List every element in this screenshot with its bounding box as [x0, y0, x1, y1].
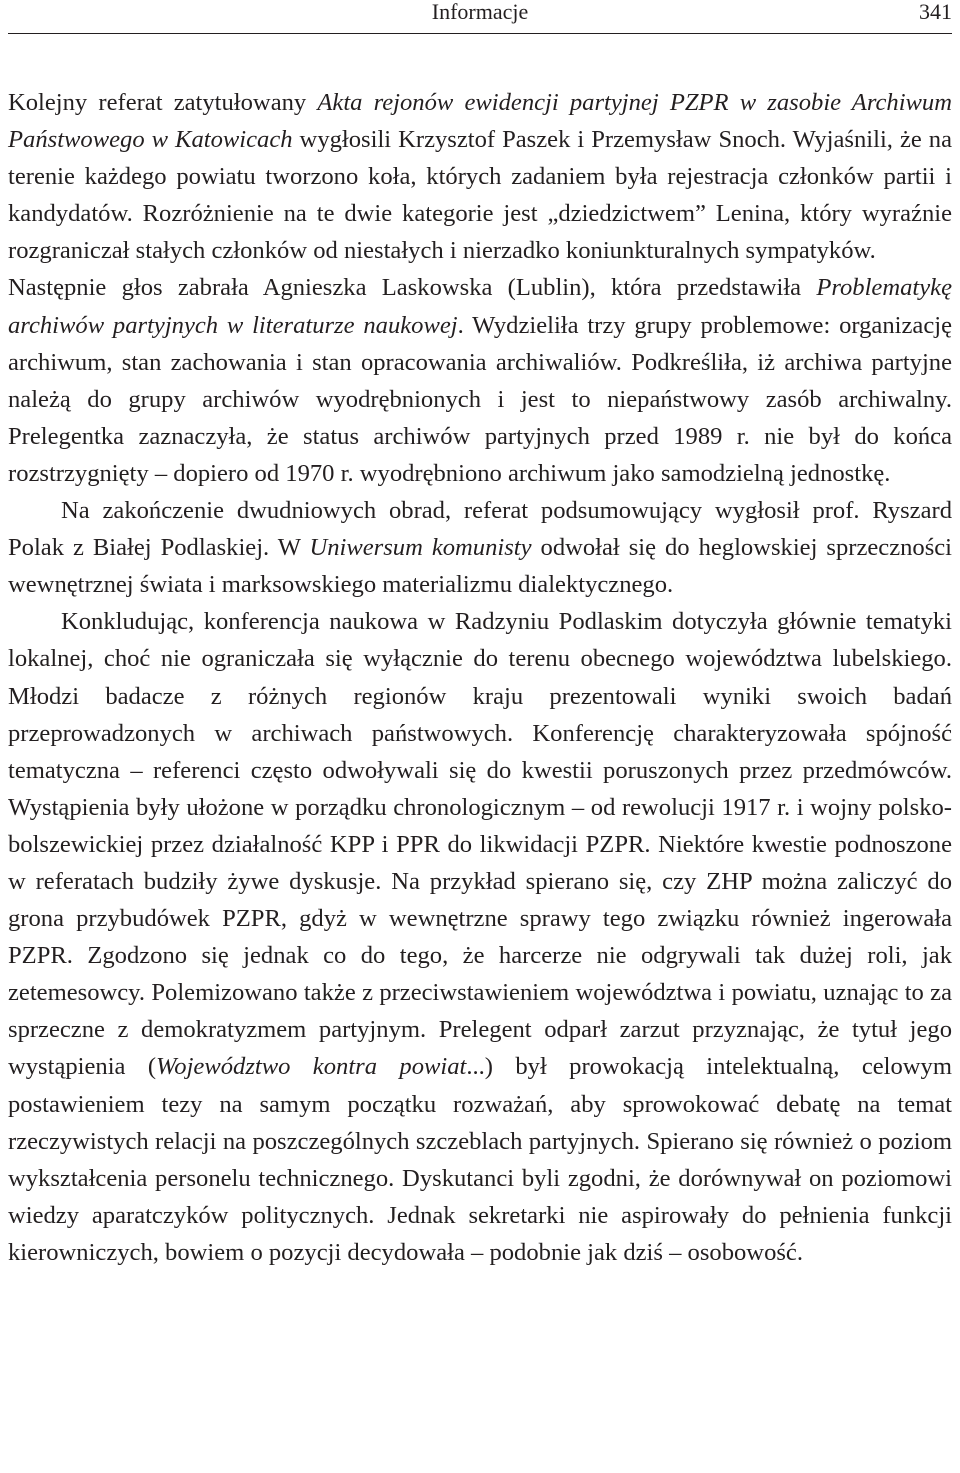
paragraph	[8, 603, 952, 1271]
italic-title: Województwo kontra powiat	[156, 1053, 467, 1081]
paragraph	[8, 269, 952, 492]
text-run: Następnie głos zabrała Agnieszka Laskowska (Lublin), która przedstawiła	[8, 274, 817, 302]
paragraph	[8, 84, 952, 269]
page-number: 341	[919, 0, 952, 24]
text-run: odwołał się do heglowskiej sprzeczności wewnętrznej świata i marksowskiego materializmu dialektycznego.	[8, 534, 953, 599]
italic-title: Uniwersum komunisty	[309, 534, 532, 562]
italic-title: Akta rejonów ewidencji partyjnej PZPR w zasobie Archiwum Państwowego w Katowicach	[8, 89, 952, 154]
text-run: . Wydzieliła trzy grupy problemowe: organizację archiwum, stan zachowania i stan opracowania archiwaliów. Podkreśliła, iż archiwa partyjne należą do grupy archiwów wyodrębnionych i jest to niepaństwowy zasób archiwalny. Prelegentka zaznaczyła, że status archiwów partyjnych przed 1989 r. nie był do końca rozstrzygnięty – dopiero od 1970 r. wyodrębniono archiwum jako samodzielną jednostkę.	[8, 311, 952, 487]
italic-title: Problematykę archiwów partyjnych w literaturze naukowej	[8, 274, 952, 339]
text-run: wygłosili Krzysztof Paszek i Przemysław Snoch. Wyjaśnili, że na terenie każdego powiatu tworzono koła, których zadaniem była rejestracja członków partii i kandydatów. Rozróżnienie na te dwie kategorie jest „dziedzictwem” Lenina, który wyraźnie rozgraniczał stałych członków od niestałych i nierzadko koniunkturalnych sympatyków.	[8, 126, 952, 265]
running-header	[8, 0, 952, 34]
paragraph	[8, 492, 952, 603]
section-title: Informacje	[431, 0, 529, 24]
text-run: Na zakończenie dwudniowych obrad, referat podsumowujący wygłosił prof. Ryszard Polak z Białej Podlaskiej. W	[8, 497, 952, 562]
article-body	[8, 84, 952, 1271]
text-run: Konkludując, konferencja naukowa w Radzyniu Podlaskim dotyczyła głównie tematyki lokalnej, choć nie ograniczała się wyłącznie do terenu obecnego województwa lubelskiego. Młodzi badacze z różnych regionów kraju prezentowali wyniki swoich badań przeprowadzonych w archiwach państwowych. Konferencję charakteryzowała spójność tematyczna – referenci często odwoływali się do kwestii poruszonych przez przedmówców. Wystąpienia były ułożone w porządku chronologicznym – od rewolucji 1917 r. i wojny polsko-bolszewickiej przez działalność KPP i PPR do likwidacji PZPR. Niektóre kwestie podnoszone w referatach budziły żywe dyskusje. Na przykład spierano się, czy ZHP można zaliczyć do grona przybudówek PZPR, gdyż w wewnętrzne sprawy tego związku również ingerowała PZPR. Zgodzono się jednak co do tego, że harcerze nie odgrywali tak dużej roli, jak zetemesowcy. Polemizowano także z przeciwstawieniem województwa i powiatu, uznając to za sprzeczne z demokratyzmem partyjnym. Prelegent odparł zarzut przyznając, że tytuł jego wystąpienia (	[8, 608, 952, 1081]
text-run: Kolejny referat zatytułowany	[8, 89, 318, 116]
text-run: ...) był prowokacją intelektualną, celowym postawieniem tezy na samym początku rozważań, aby sprowokować debatę na temat rzeczywistych relacji na poszczególnych szczeblach partyjnych. Spierano się również o poziom wykształcenia personelu technicznego. Dyskutanci byli zgodni, że dorównywał on poziomowi wiedzy aparatczyków politycznych. Jednak sekretarki nie aspirowały do pełnienia funkcji kierowniczych, bowiem o pozycji decydowała – podobnie jak dziś – osobowość.	[8, 1053, 952, 1266]
